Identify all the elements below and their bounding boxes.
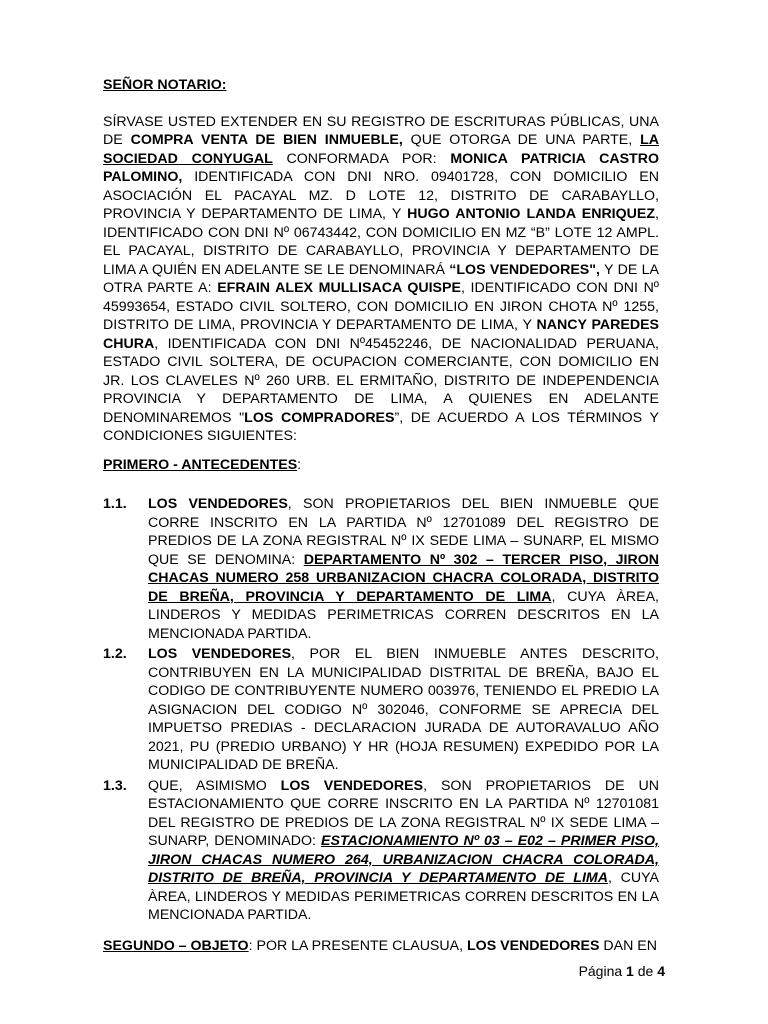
section-1-suffix: : (297, 456, 302, 473)
footer-current-page: 1 (626, 963, 634, 979)
item-text: , SON PROPIETARIOS DE UN ESTACIONAMIENTO QUE CORRE INSCRITO EN LA PARTIDA Nº 12701081 DEL REGISTRO DE PREDIOS DE LA ZONA REGISTRAL Nº IX SEDE LIMA – SUNARP, DENOMINADO: (148, 777, 659, 849)
page-footer (579, 962, 665, 980)
section-2-text: DAN EN (599, 937, 657, 954)
intro-text: CONFORMADA POR: (272, 150, 451, 167)
intro-text: Y DE LA OTRA PARTE A: (103, 261, 660, 296)
section-2-bold: LOS VENDEDORES (467, 937, 600, 954)
item-property-name: DEPARTAMENTO Nº 302 – TERCER PISO, JIRON CHACAS NUMERO 258 URBANIZACION CHACRA COLORADA, DISTRITO DE BREÑA, PROVINCIA Y DEPARTAMENTO DE LIMA (148, 551, 659, 605)
intro-seller-2: HUGO ANTONIO LANDA ENRIQUEZ (407, 206, 656, 222)
item-bold: LOS VENDEDORES (148, 646, 292, 662)
intro-text: IDENTIFICADA CON DNI NRO. 09401728, CON DOMICILIO EN ASOCIACIÓN EL PACAYAL MZ. D LOTE 12, DISTRITO DE CARABAYLLO, PROVINCIA Y DEPARTAMENTO DE LIMA, Y (103, 169, 659, 222)
item-bold: LOS VENDEDORES (280, 777, 424, 794)
list-item-1-2 (103, 645, 659, 775)
intro-sellers-label: “LOS VENDEDORES", (449, 261, 600, 278)
intro-text: ”, DE ACUERDO A LOS TÉRMINOS Y CONDICIONES SIGUIENTES: (103, 409, 659, 444)
section-2-title: SEGUNDO – OBJETO (103, 937, 249, 954)
intro-paragraph (103, 113, 659, 446)
intro-text: , IDENTIFICADA CON DNI Nº45452246, DE NACIONALIDAD PERUANA, ESTADO CIVIL SOLTERA, DE OCUPACION COMERCIANTE, CON DOMICILIO EN JR. LOS CLAVELES Nº 260 URB. EL ERMITAÑO, DISTRITO DE INDEPENDENCIA PROVINCIA Y DEPARTAMENTO DE LIMA, A QUIENES EN ADELANTE DENOMINAREMOS " (103, 335, 659, 426)
item-bold: LOS VENDEDORES (148, 496, 288, 512)
item-number: 1.2. (103, 646, 127, 662)
intro-buyer-1: EFRAIN ALEX MULLISACA QUISPE (217, 280, 461, 296)
intro-text: , IDENTIFICADO CON DNI Nº 06743442, CON DOMICILIO EN MZ “B” LOTE 12 AMPL. EL PACAYAL, DISTRITO DE CARABAYLLO, PROVINCIA Y DEPARTAMENTO DE LIMA A QUIÉN EN ADELANTE SE LE DENOMINARÁ (103, 206, 659, 278)
footer-label: Página (578, 963, 627, 979)
intro-text: , IDENTIFICADO CON DNI Nº 45993654, ESTADO CIVIL SOLTERO, CON DOMICILIO EN JIRON CHOTA Nº 1255, DISTRITO DE LIMA, PROVINCIA Y DEPARTAMENTO DE LIMA, Y (103, 280, 659, 333)
item-text: , SON PROPIETARIOS DEL BIEN INMUEBLE QUE CORRE INSCRITO EN LA PARTIDA Nº 12701089 DEL REGISTRO DE PREDIOS DE LA ZONA REGISTRAL Nº IX SEDE LIMA – SUNARP, EL MISMO QUE SE DENOMINA: (148, 496, 659, 568)
section-1-heading (103, 456, 659, 475)
intro-conjugal-society: LA SOCIEDAD CONYUGAL (103, 132, 660, 167)
item-text: , POR EL BIEN INMUEBLE ANTES DESCRITO, CONTRIBUYEN EN LA MUNICIPALIDAD DISTRITAL DE BREÑA, BAJO EL CODIGO DE CONTRIBUYENTE NUMERO 003976, TENIENDO EL PREDIO LA ASIGNACION DEL CODIGO Nº 302046, CONFORME SE APRECIA DEL IMPUETSO PREDIAS - DECLARACION JURADA DE AUTORAVALUO AÑO 2021, PU (PREDIO URBANO) Y HR (HOJA RESUMEN) EXPEDIDO POR LA MUNICIPALIDAD DE BREÑA. (148, 646, 659, 773)
intro-bold-contract: COMPRA VENTA DE BIEN INMUEBLE, (130, 132, 403, 148)
footer-total-pages: 4 (657, 963, 665, 979)
item-text: , CUYA ÀREA, LINDEROS Y MEDIDAS PERIMETRICAS CORREN DESCRITOS EN LA MENCIONADA PARTIDA. (148, 588, 659, 642)
intro-buyer-2: NANCY PAREDES CHURA (103, 317, 659, 352)
intro-seller-1: MONICA PATRICIA CASTRO PALOMINO, (103, 150, 660, 185)
intro-text: QUE OTORGA DE UNA PARTE, (402, 132, 641, 148)
item-text: QUE, ASIMISMO (148, 777, 281, 794)
document-heading: SEÑOR NOTARIO: (103, 77, 227, 93)
footer-of: de (633, 963, 658, 979)
document-page (103, 76, 659, 955)
intro-buyers-label: LOS COMPRADORES (244, 409, 395, 426)
intro-text: SÍRVASE USTED EXTENDER EN SU REGISTRO DE ESCRITURAS PÚBLICAS, UNA DE (103, 113, 659, 148)
section-1-title: PRIMERO - ANTECEDENTES (103, 456, 298, 473)
section-2-paragraph (103, 937, 659, 956)
item-number: 1.3. (103, 777, 127, 794)
item-text: , CUYA ÀREA, LINDEROS Y MEDIDAS PERIMETRICAS CORREN DESCRITOS EN LA MENCIONADA PARTIDA. (148, 870, 660, 923)
item-parking-name: ESTACIONAMIENTO Nº 03 – E02 – PRIMER PISO, JIRON CHACAS NUMERO 264, URBANIZACION CHACRA COLORADA, DISTRITO DE BREÑA, PROVINCIA Y DEPARTAMENTO DE LIMA (148, 833, 659, 886)
section-2-text: : POR LA PRESENTE CLAUSUA, (248, 937, 467, 954)
item-number: 1.1. (103, 496, 127, 512)
list-item-1-1 (103, 495, 659, 643)
list-item-1-3 (103, 777, 659, 925)
